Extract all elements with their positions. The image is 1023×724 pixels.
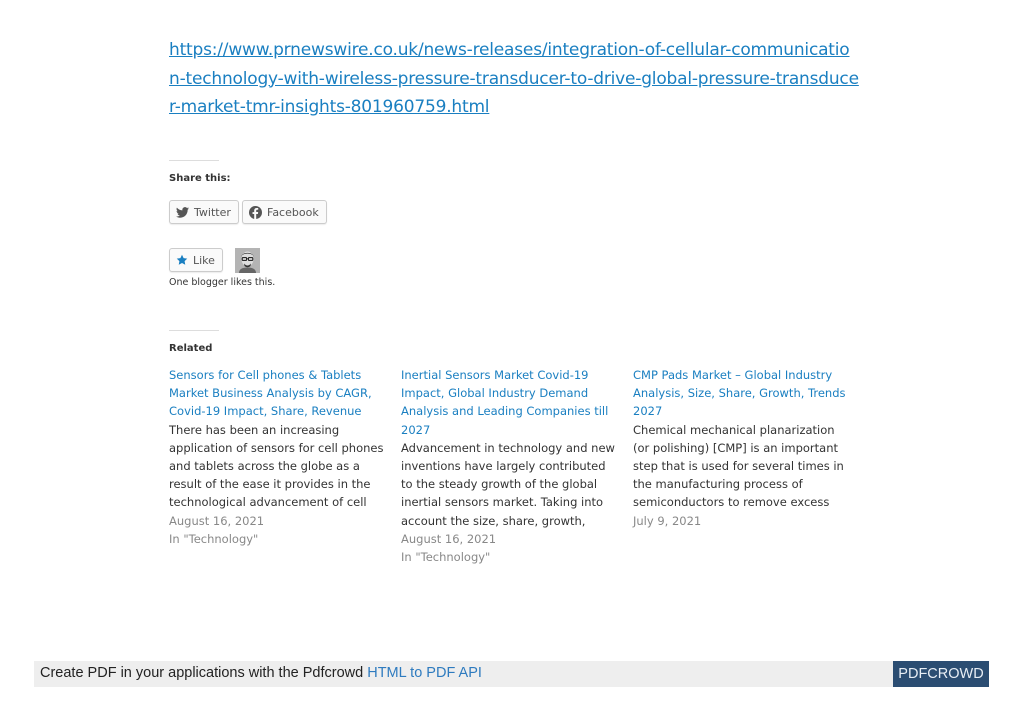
star-icon — [176, 254, 188, 266]
pdfcrowd-brand-button[interactable]: PDFCROWD — [893, 661, 989, 687]
blogger-avatar[interactable] — [235, 248, 260, 273]
related-post-2-excerpt: Advancement in technology and new inventions have largely contributed to the steady growth of the global inertial sensors market. Taking into account the size, share, growth, — [401, 440, 615, 528]
related-heading: Related — [169, 343, 213, 354]
share-heading: Share this: — [169, 173, 231, 184]
like-label: Like — [193, 253, 215, 267]
related-post-1-title[interactable]: Sensors for Cell phones & Tablets Market Business Analysis by CAGR, Covid-19 Impact, Share, Revenue — [169, 368, 372, 419]
footer-text-line — [40, 665, 482, 681]
related-post-2-title[interactable]: Inertial Sensors Market Covid-19 Impact, Global Industry Demand Analysis and Leading Companies till 2027 — [401, 368, 609, 437]
twitter-share-button[interactable] — [169, 200, 239, 224]
facebook-share-label: Facebook — [267, 205, 319, 219]
footer-api-link[interactable]: HTML to PDF API — [367, 665, 482, 681]
twitter-icon — [176, 207, 189, 218]
like-button[interactable] — [169, 248, 223, 272]
facebook-icon — [249, 206, 262, 219]
source-link-block — [169, 36, 859, 122]
share-divider — [169, 160, 219, 161]
related-post-3-excerpt: Chemical mechanical planarization (or polishing) [CMP] is an important step that is used for several times in the manufacturing process of semiconductors to remove excess — [633, 422, 844, 510]
twitter-share-label: Twitter — [194, 205, 231, 219]
related-post-1-category: In "Technology" — [169, 531, 259, 546]
footer-text: Create PDF in your applications with the Pdfcrowd — [40, 665, 368, 681]
related-post-3 — [633, 366, 851, 530]
related-divider — [169, 330, 219, 331]
pdfcrowd-footer — [34, 661, 989, 687]
related-post-2 — [401, 366, 619, 566]
related-post-1 — [169, 366, 387, 548]
related-post-3-date: July 9, 2021 — [633, 513, 702, 528]
related-post-2-category: In "Technology" — [401, 550, 491, 565]
related-post-3-title[interactable]: CMP Pads Market – Global Industry Analysis, Size, Share, Growth, Trends 2027 — [633, 368, 846, 419]
related-post-1-date: August 16, 2021 — [169, 513, 265, 528]
facebook-share-button[interactable] — [242, 200, 327, 224]
related-post-1-excerpt: There has been an increasing application of sensors for cell phones and tablets across the globe as a result of the ease it provides in the technological advancement of cell — [169, 422, 384, 510]
related-post-2-date: August 16, 2021 — [401, 531, 497, 546]
source-link[interactable]: https://www.prnewswire.co.uk/news-releases/integration-of-cellular-communication-technology-with-wireless-pressure-transducer-to-drive-global-pressure-transducer-market-tmr-insights-801960759.html — [169, 40, 859, 117]
likes-count-text: One blogger likes this. — [169, 277, 276, 288]
avatar-face-icon — [235, 248, 260, 273]
